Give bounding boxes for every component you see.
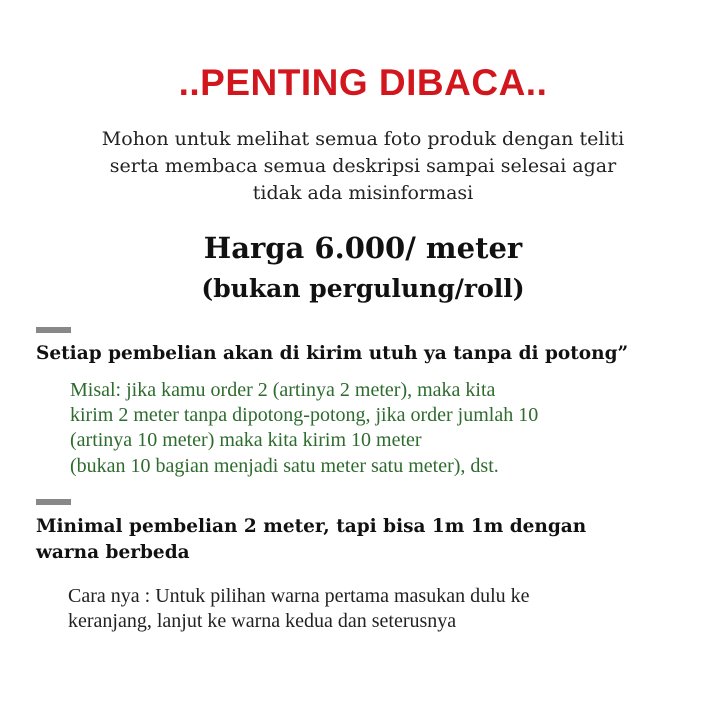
section2-line: Cara nya : Untuk pilihan warna pertama masukan dulu ke	[68, 585, 530, 607]
section1-line: kirim 2 meter tanpa dipotong-potong, jika order jumlah 10	[70, 404, 539, 426]
intro-line: serta membaca semua deskripsi sampai selesai agar	[109, 155, 617, 177]
section1-heading: Setiap pembelian akan di kirim utuh ya tanpa di potong”	[36, 343, 629, 364]
intro-line: Mohon untuk melihat semua foto produk dengan teliti	[101, 128, 625, 150]
price: Harga 6.000/ meter	[203, 231, 523, 265]
section-divider	[36, 499, 71, 505]
section1-line: (bukan 10 bagian menjadi satu meter satu meter), dst.	[70, 455, 499, 477]
section2-heading: Minimal pembelian 2 meter, tapi bisa 1m 1m dengan	[36, 516, 587, 537]
section1-line: Misal: jika kamu order 2 (artinya 2 meter), maka kita	[70, 379, 496, 401]
price-note: (bukan pergulung/roll)	[201, 274, 525, 303]
section2-heading: warna berbeda	[36, 542, 190, 563]
intro-line: tidak ada misinformasi	[252, 182, 474, 204]
page-title: ..PENTING DIBACA..	[178, 62, 548, 103]
section1-line: (artinya 10 meter) maka kita kirim 10 meter	[70, 429, 422, 451]
section-divider	[36, 327, 71, 333]
section2-line: keranjang, lanjut ke warna kedua dan seterusnya	[68, 610, 457, 632]
